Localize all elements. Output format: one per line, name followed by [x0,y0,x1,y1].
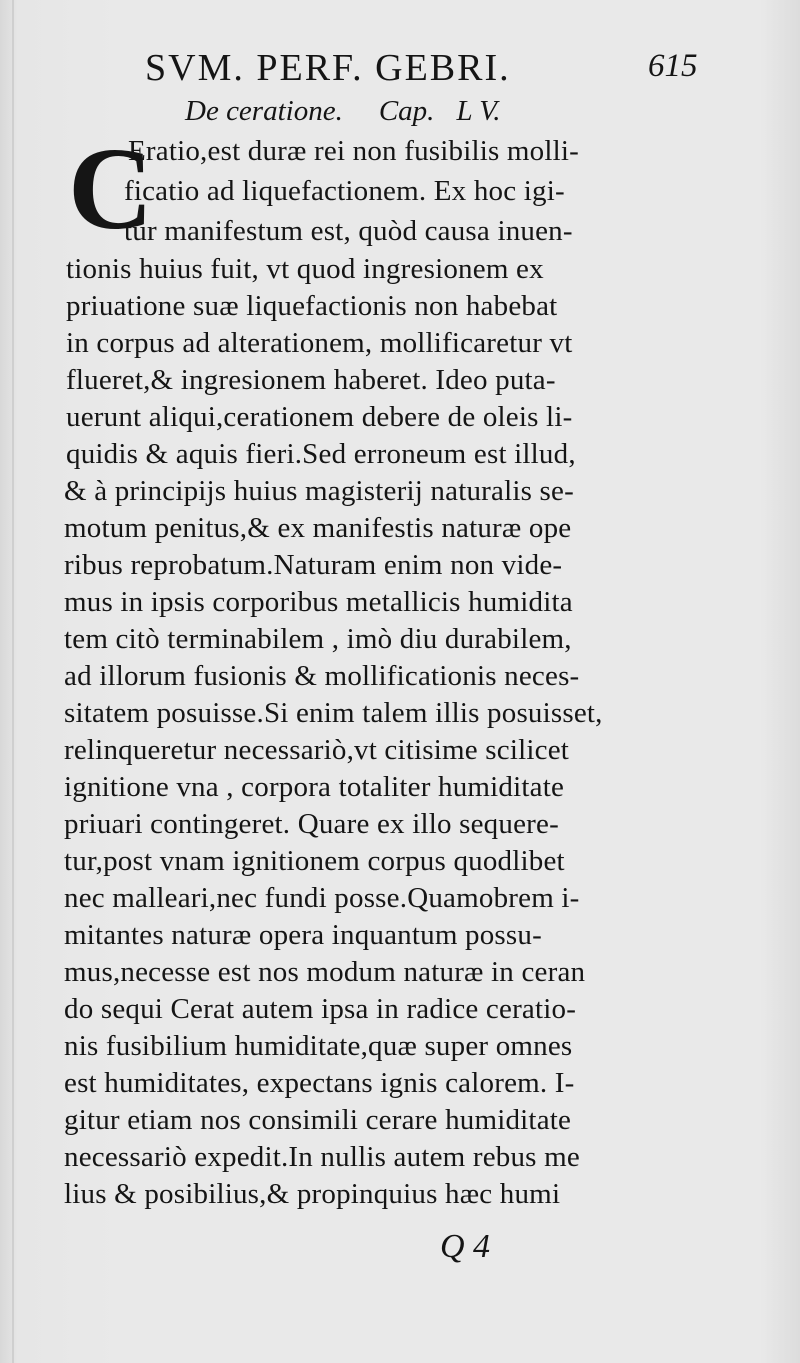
text-line: est humiditates, expectans ignis calorem. I- [64,1067,575,1099]
text-line: motum penitus,& ex manifestis naturæ ope [64,512,572,544]
text-line: nec malleari,nec fundi posse.Quamobrem i- [64,882,580,914]
text-line: necessariò expedit.In nullis autem rebus me [64,1141,580,1173]
text-line: sitatem posuisse.Si enim talem illis posuisset, [64,697,603,729]
text-line: gitur etiam nos consimili cerare humiditate [64,1104,572,1136]
text-line: mus in ipsis corporibus metallicis humidita [64,586,573,618]
text-line: ribus reprobatum.Naturam enim non vide- [64,549,563,581]
text-line: flueret,& ingresionem haberet. Ideo puta- [66,364,556,396]
text-line: tur,post vnam ignitionem corpus quodlibet [64,845,565,877]
page-gutter-edge [12,0,14,1363]
text-line: tur manifestum est, quòd causa inuen- [124,215,573,247]
text-line: relinqueretur necessariò,vt citisime scilicet [64,734,570,766]
text-line: priuari contingeret. Quare ex illo sequere- [64,808,559,840]
text-line: lius & posibilius,& propinquius hæc humi [64,1178,561,1210]
text-line: tem citò terminabilem , imò diu durabilem, [64,623,572,655]
page-number: 615 [648,48,698,84]
text-line: ficatio ad liquefactionem. Ex hoc igi- [124,175,565,207]
running-head [0,38,800,98]
text-line: nis fusibilium humiditate,quæ super omnes [64,1030,573,1062]
text-line: & à principijs huius magisterij naturalis se- [64,475,574,507]
text-line: in corpus ad alterationem, mollificaretur vt [66,327,573,359]
chapter-title: De ceratione. [185,95,343,127]
text-line: quidis & aquis fieri.Sed erroneum est illud, [66,438,576,470]
text-line: priuatione suæ liquefactionis non habebat [66,290,558,322]
text-line: do sequi Cerat autem ipsa in radice ceratio- [64,993,577,1025]
chapter-heading [185,95,501,128]
signature-mark: Q 4 [440,1228,491,1265]
text-line: mus,necesse est nos modum naturæ in ceran [64,956,586,988]
chapter-number: L V. [456,95,501,127]
text-line: ad illorum fusionis & mollificationis neces- [64,660,580,692]
running-head-title: SVM. PERF. GEBRI. [145,47,511,89]
text-line: Eratio,est duræ rei non fusibilis molli- [128,135,580,167]
text-line: mitantes naturæ opera inquantum possu- [64,919,542,951]
chapter-cap-label: Cap. [378,95,435,127]
text-line: uerunt aliqui,cerationem debere de oleis li- [66,401,573,433]
drop-cap: C [68,123,154,254]
text-line: tionis huius fuit, vt quod ingresionem ex [66,253,544,285]
text-line: ignitione vna , corpora totaliter humiditate [64,771,565,803]
